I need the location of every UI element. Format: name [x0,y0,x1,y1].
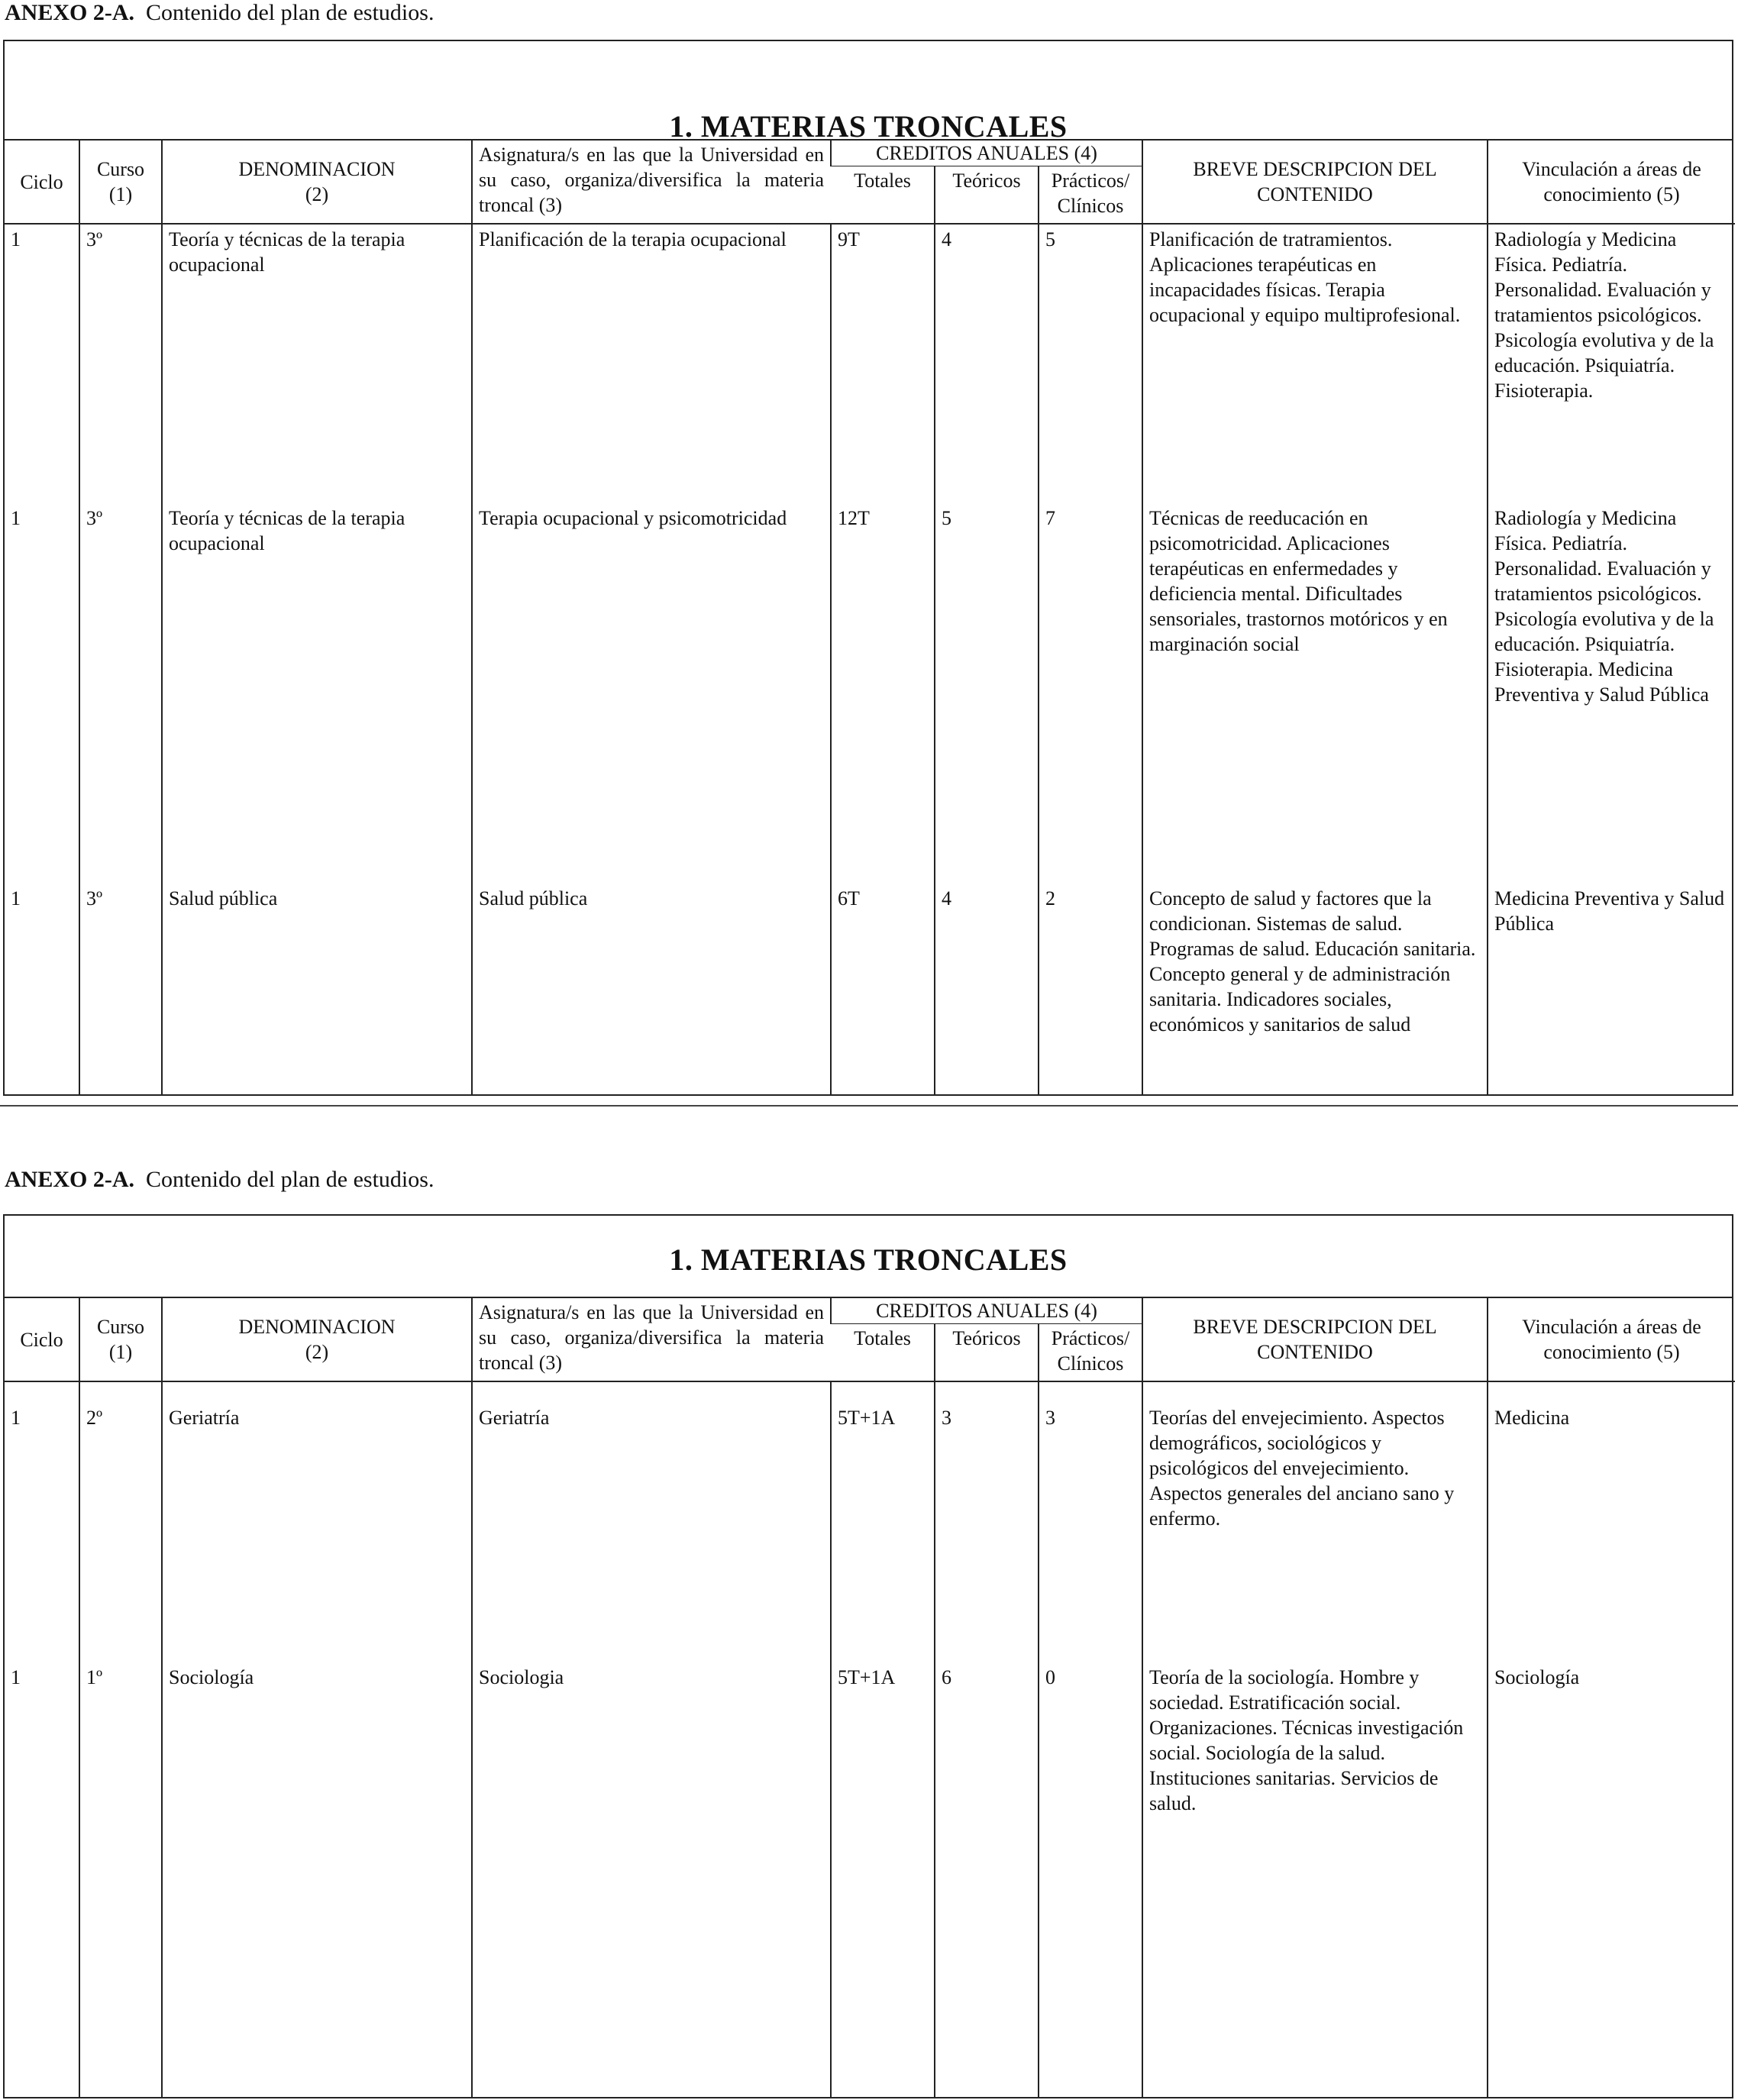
cell-ciclo: 1 [11,1407,21,1429]
materias-table-1 [3,40,1733,1096]
cell-asignatura: Sociologia [472,1662,831,2097]
page-separator [0,1105,1738,1107]
table-title: 1. MATERIAS TRONCALES [669,109,1068,144]
cell-practicos: 0 [1039,1662,1142,2097]
cell-vinculacion: Radiología y Medicina Física. Pediatría. Personalidad. Evaluación y tratamientos psicológicos. Psicología evolutiva y de la educación. Psiquiatría. Fisioterapia. Medicina Preventiva y Salud Pública [1488,503,1735,884]
anexo-label: ANEXO 2-A. [5,0,134,25]
cell-teoricos: 3 [935,1381,1039,1662]
table-row [5,503,1735,884]
materias-table-2 [3,1214,1733,2098]
cell-asignatura: Planificación de la terapia ocupacional [472,224,831,503]
cell-totales: 12T [831,503,935,884]
table-title-bar [5,1216,1732,1298]
cell-denominacion: Salud pública [162,884,472,1096]
cell-curso: 3º [79,503,162,884]
cell-descripcion: Técnicas de reeducación en psicomotricidad. Aplicaciones terapéuticas en enfermedades y deficiencia mental. Dificultades sensoriales, trastornos motóricos y en marginación social [1142,503,1488,884]
cell-asignatura: Terapia ocupacional y psicomotricidad [472,503,831,884]
cell-denominacion: Sociología [162,1662,472,2097]
cell-descripcion: Planificación de tratramientos. Aplicaciones terapéuticas en incapacidades físicas. Terapia ocupacional y equipo multiprofesional. [1142,224,1488,503]
anexo-label: ANEXO 2-A. [5,1167,134,1192]
cell-practicos: 2 [1039,884,1142,1096]
cell-teoricos: 5 [935,503,1039,884]
header-vinculacion: Vinculación a áreas de conocimiento (5) [1488,1298,1735,1381]
cell-descripcion: Teorías del envejecimiento. Aspectos demográficos, sociológicos y psicológicos del envejecimiento. Aspectos generales del anciano sano y enfermo. [1142,1381,1488,1662]
cell-practicos: 5 [1039,224,1142,503]
table-row [5,1662,1735,2097]
cell-denominacion: Teoría y técnicas de la terapia ocupacional [162,503,472,884]
section-2-heading [5,1167,434,1193]
header-asignatura: Asignatura/s en las que la Universidad en su caso, organiza/diversifica la materia troncal (3) [472,1298,831,1381]
cell-curso: 3º [79,224,162,503]
header-practicos: Prácticos/ Clínicos [1039,1324,1142,1382]
header-descripcion: BREVE DESCRIPCION DEL CONTENIDO [1142,1298,1488,1381]
header-teoricos: Teóricos [935,166,1039,225]
table-row [5,1381,1735,1662]
cell-totales: 9T [831,224,935,503]
header-creditos: CREDITOS ANUALES (4) [831,1298,1142,1324]
cell-practicos: 3 [1039,1381,1142,1662]
header-ciclo: Ciclo [5,1298,79,1381]
cell-denominacion: Geriatría [162,1381,472,1662]
header-creditos: CREDITOS ANUALES (4) [831,141,1142,166]
header-asignatura: Asignatura/s en las que la Universidad en su caso, organiza/diversifica la materia troncal (3) [472,141,831,224]
anexo-subtitle: Contenido del plan de estudios. [146,1167,434,1192]
cell-asignatura: Geriatría [472,1381,831,1662]
materias-grid [5,1298,1735,2097]
cell-vinculacion: Sociología [1488,1662,1735,2097]
cell-totales: 6T [831,884,935,1096]
table-title-bar [5,41,1732,144]
cell-teoricos: 4 [935,884,1039,1096]
table-row [5,224,1735,503]
cell-ciclo: 1 [11,887,21,909]
cell-vinculacion: Radiología y Medicina Física. Pediatría. Personalidad. Evaluación y tratamientos psicológicos. Psicología evolutiva y de la educación. Psiquiatría. Fisioterapia. [1488,224,1735,503]
cell-descripcion: Teoría de la sociología. Hombre y sociedad. Estratificación social. Organizaciones. Técnicas investigación social. Sociología de la salud. Instituciones sanitarias. Servicios de salud. [1142,1662,1488,2097]
cell-ciclo: 1 [11,1666,21,1688]
header-denominacion: DENOMINACION (2) [162,141,472,224]
cell-vinculacion: Medicina [1488,1381,1735,1662]
header-totales: Totales [831,166,935,225]
cell-descripcion: Concepto de salud y factores que la condicionan. Sistemas de salud. Programas de salud. Educación sanitaria. Concepto general y de administración sanitaria. Indicadores sociales, económicos y sanitarios de salud [1142,884,1488,1096]
anexo-subtitle: Contenido del plan de estudios. [146,0,434,25]
cell-ciclo: 1 [11,507,21,529]
header-ciclo: Ciclo [5,141,79,224]
cell-curso: 2º [79,1381,162,1662]
header-practicos: Prácticos/ Clínicos [1039,166,1142,225]
cell-asignatura: Salud pública [472,884,831,1096]
table-title: 1. MATERIAS TRONCALES [669,1242,1068,1277]
materias-grid [5,141,1735,1096]
cell-ciclo: 1 [11,228,21,250]
section-1-heading [5,0,434,26]
header-teoricos: Teóricos [935,1324,1039,1382]
header-vinculacion: Vinculación a áreas de conocimiento (5) [1488,141,1735,224]
cell-curso: 1º [79,1662,162,2097]
table-row [5,884,1735,1096]
header-curso: Curso (1) [79,141,162,224]
cell-denominacion: Teoría y técnicas de la terapia ocupacional [162,224,472,503]
cell-curso: 3º [79,884,162,1096]
header-denominacion: DENOMINACION (2) [162,1298,472,1381]
cell-teoricos: 4 [935,224,1039,503]
cell-totales: 5T+1A [831,1662,935,2097]
cell-vinculacion: Medicina Preventiva y Salud Pública [1488,884,1735,1096]
header-curso: Curso (1) [79,1298,162,1381]
header-totales: Totales [831,1324,935,1382]
cell-practicos: 7 [1039,503,1142,884]
cell-teoricos: 6 [935,1662,1039,2097]
cell-totales: 5T+1A [831,1381,935,1662]
header-descripcion: BREVE DESCRIPCION DEL CONTENIDO [1142,141,1488,224]
